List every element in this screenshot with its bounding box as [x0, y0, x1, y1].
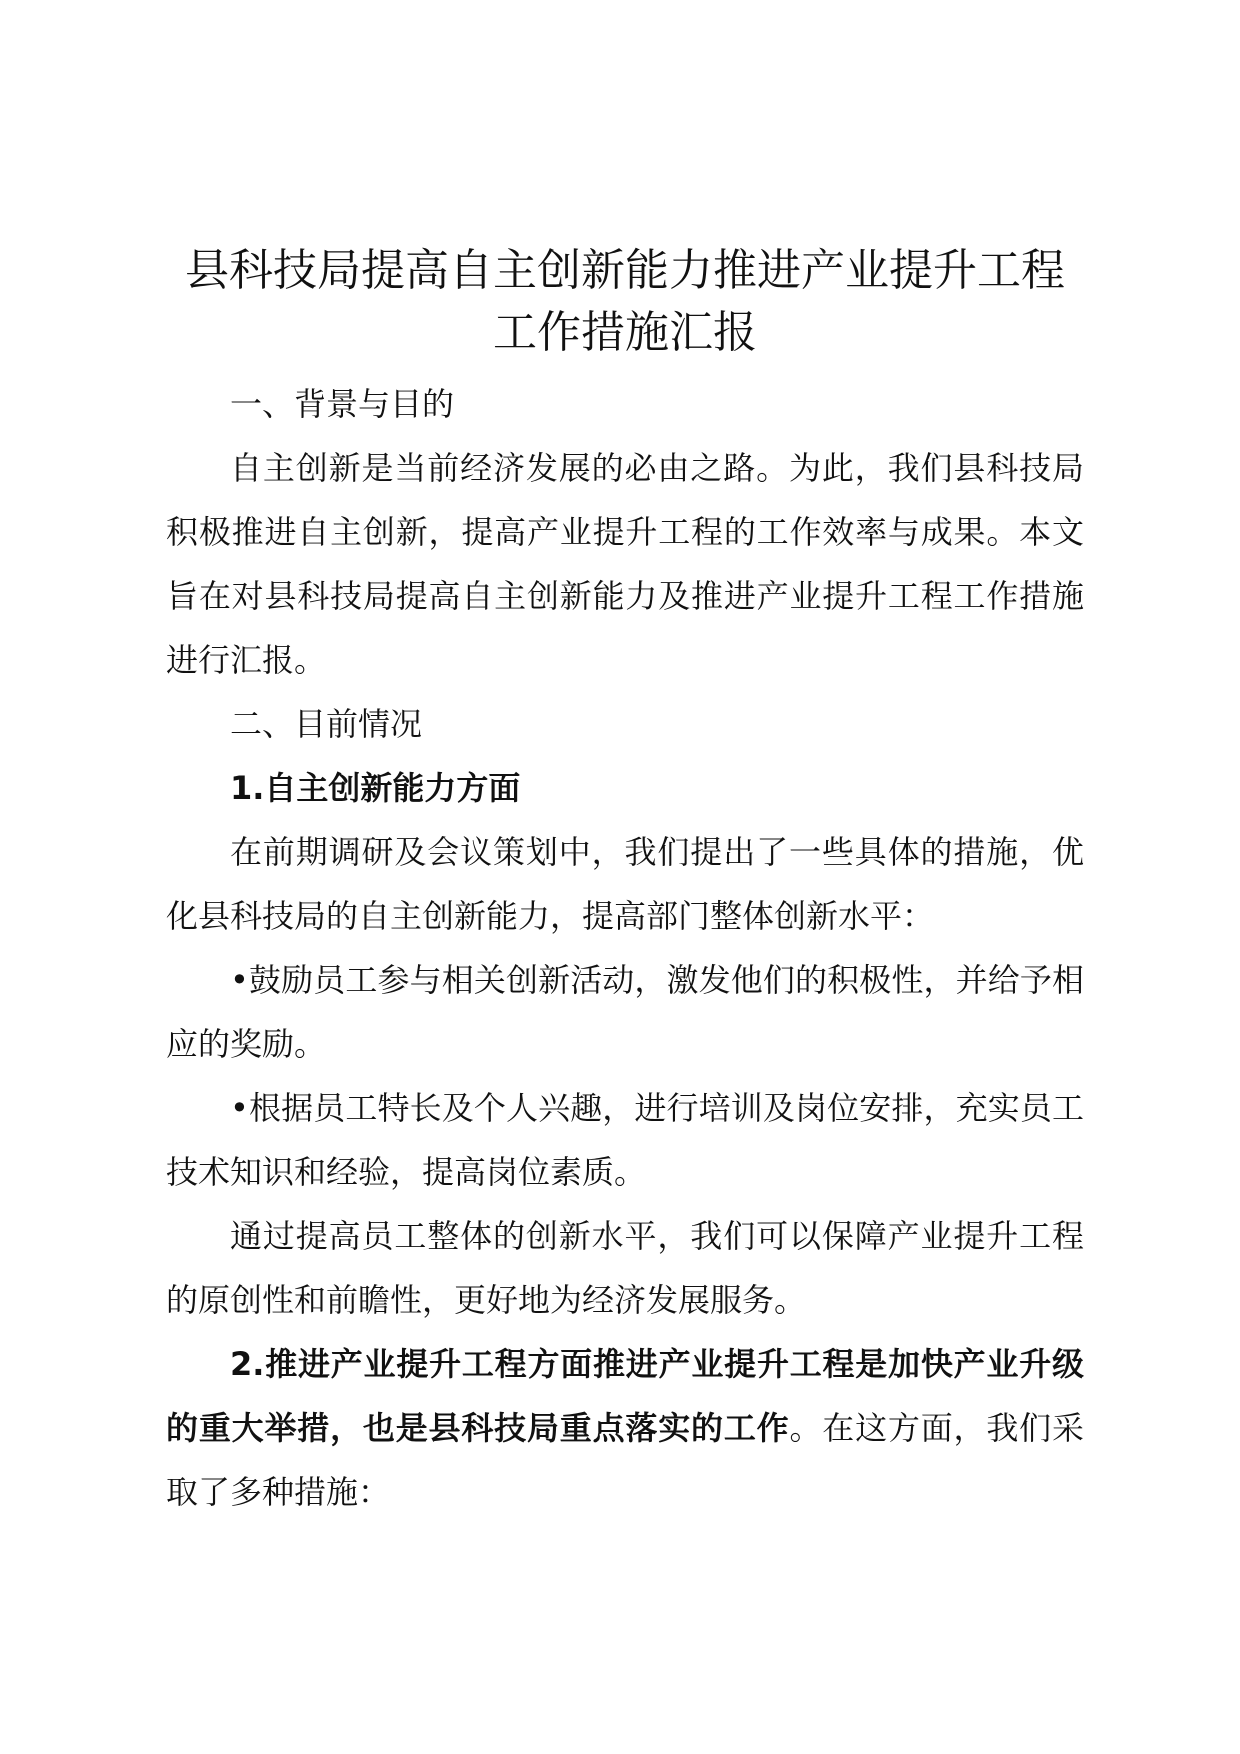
paragraph-measures-intro: 在前期调研及会议策划中，我们提出了一些具体的措施，优化县科技局的自主创新能力，提高部门整体创新水平： [166, 833, 1084, 935]
subheading-industry-upgrade: 2.推进产业提升工程方面推进产业提升工程是加快产业升级的重大举措，也是县科技局重点落实的工作 [166, 1345, 1084, 1447]
document-title [166, 240, 1084, 364]
paragraph-industry-upgrade [166, 1332, 1084, 1524]
title-line-1: 县科技局提高自主创新能力推进产业提升工程 [185, 245, 1065, 296]
bullet-item-encourage: •鼓励员工参与相关创新活动，激发他们的积极性，并给予相应的奖励。 [166, 961, 1084, 1063]
document-body [166, 240, 1084, 1524]
title-line-2: 工作措施汇报 [493, 307, 757, 358]
paragraph-innovation-summary: 通过提高员工整体的创新水平，我们可以保障产业提升工程的原创性和前瞻性，更好地为经济发展服务。 [166, 1217, 1084, 1319]
section-heading-background: 一、背景与目的 [230, 385, 455, 423]
section-heading-current-situation: 二、目前情况 [230, 705, 423, 743]
subheading-innovation-capacity: 1.自主创新能力方面 [230, 769, 521, 807]
bullet-item-training: •根据员工特长及个人兴趣，进行培训及岗位安排，充实员工技术知识和经验，提高岗位素质。 [166, 1089, 1084, 1191]
paragraph-industry-upgrade-text: 。在这方面，我们采取了多种措施： [166, 1409, 1084, 1511]
paragraph-background: 自主创新是当前经济发展的必由之路。为此，我们县科技局积极推进自主创新，提高产业提升工程的工作效率与成果。本文旨在对县科技局提高自主创新能力及推进产业提升工程工作措施进行汇报。 [166, 449, 1084, 679]
